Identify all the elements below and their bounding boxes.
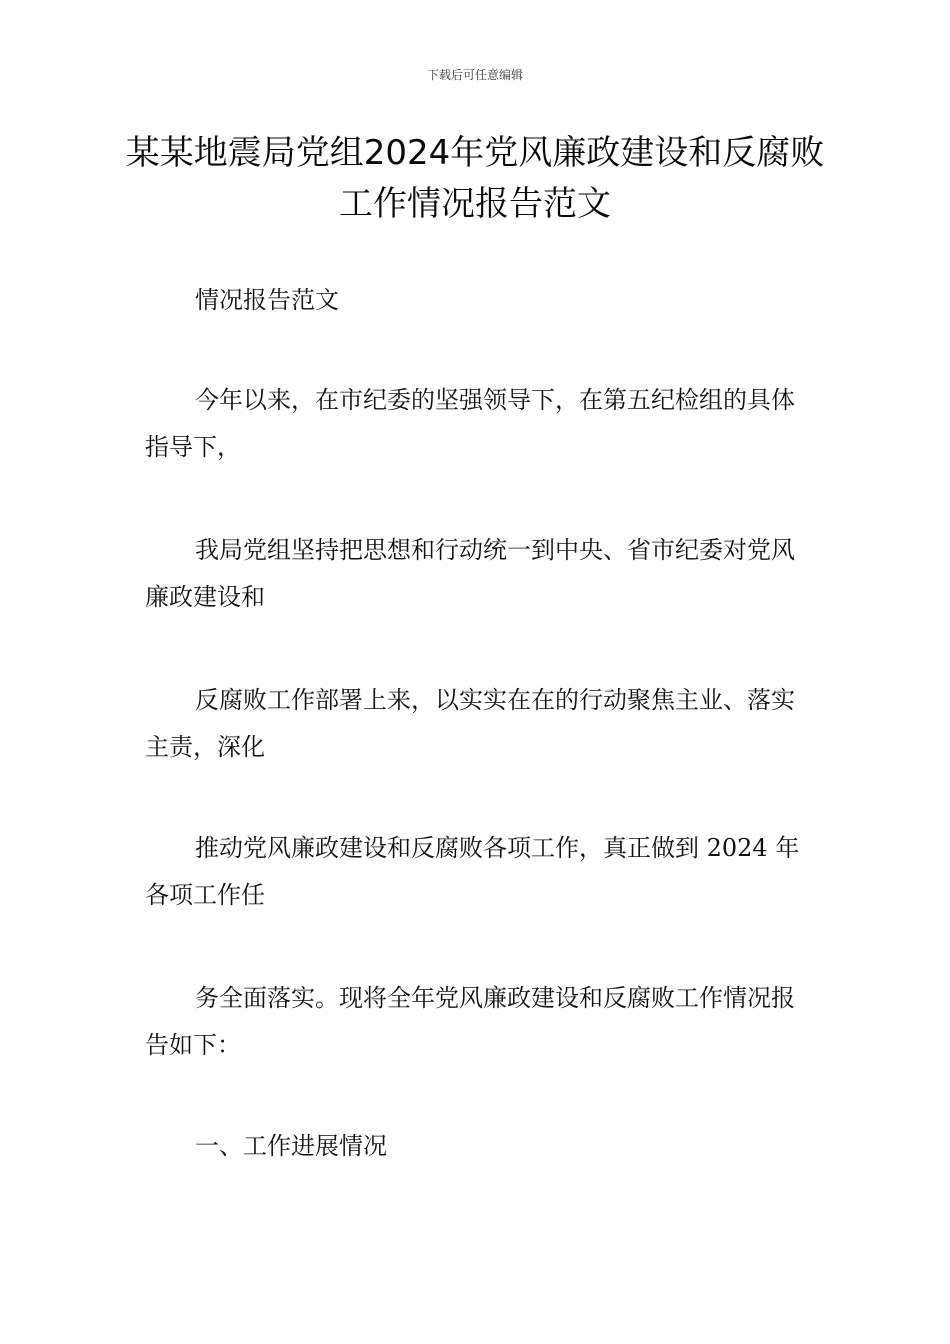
header-note: 下载后可任意编辑 (426, 68, 523, 82)
paragraph-1: 今年以来，在市纪委的坚强领导下，在第五纪检组的具体指导下， (145, 386, 795, 461)
paragraph-4: 推动党风廉政建设和反腐败各项工作，真正做到 2024 年各项工作任 (145, 834, 800, 909)
paragraph-5: 务全面落实。现将全年党风廉政建设和反腐败工作情况报告如下： (145, 984, 795, 1059)
paragraph-2: 我局党组坚持把思想和行动统一到中央、省市纪委对党风廉政建设和 (145, 536, 795, 611)
document-title: 某某地震局党组2024年党风廉政建设和反腐败工作情况报告范文 (125, 133, 825, 224)
paragraph-subtitle: 情况报告范文 (195, 286, 339, 314)
paragraph-3: 反腐败工作部署上来，以实实在在的行动聚焦主业、落实主责，深化 (145, 686, 795, 761)
section-heading-1: 一、工作进展情况 (195, 1132, 387, 1160)
